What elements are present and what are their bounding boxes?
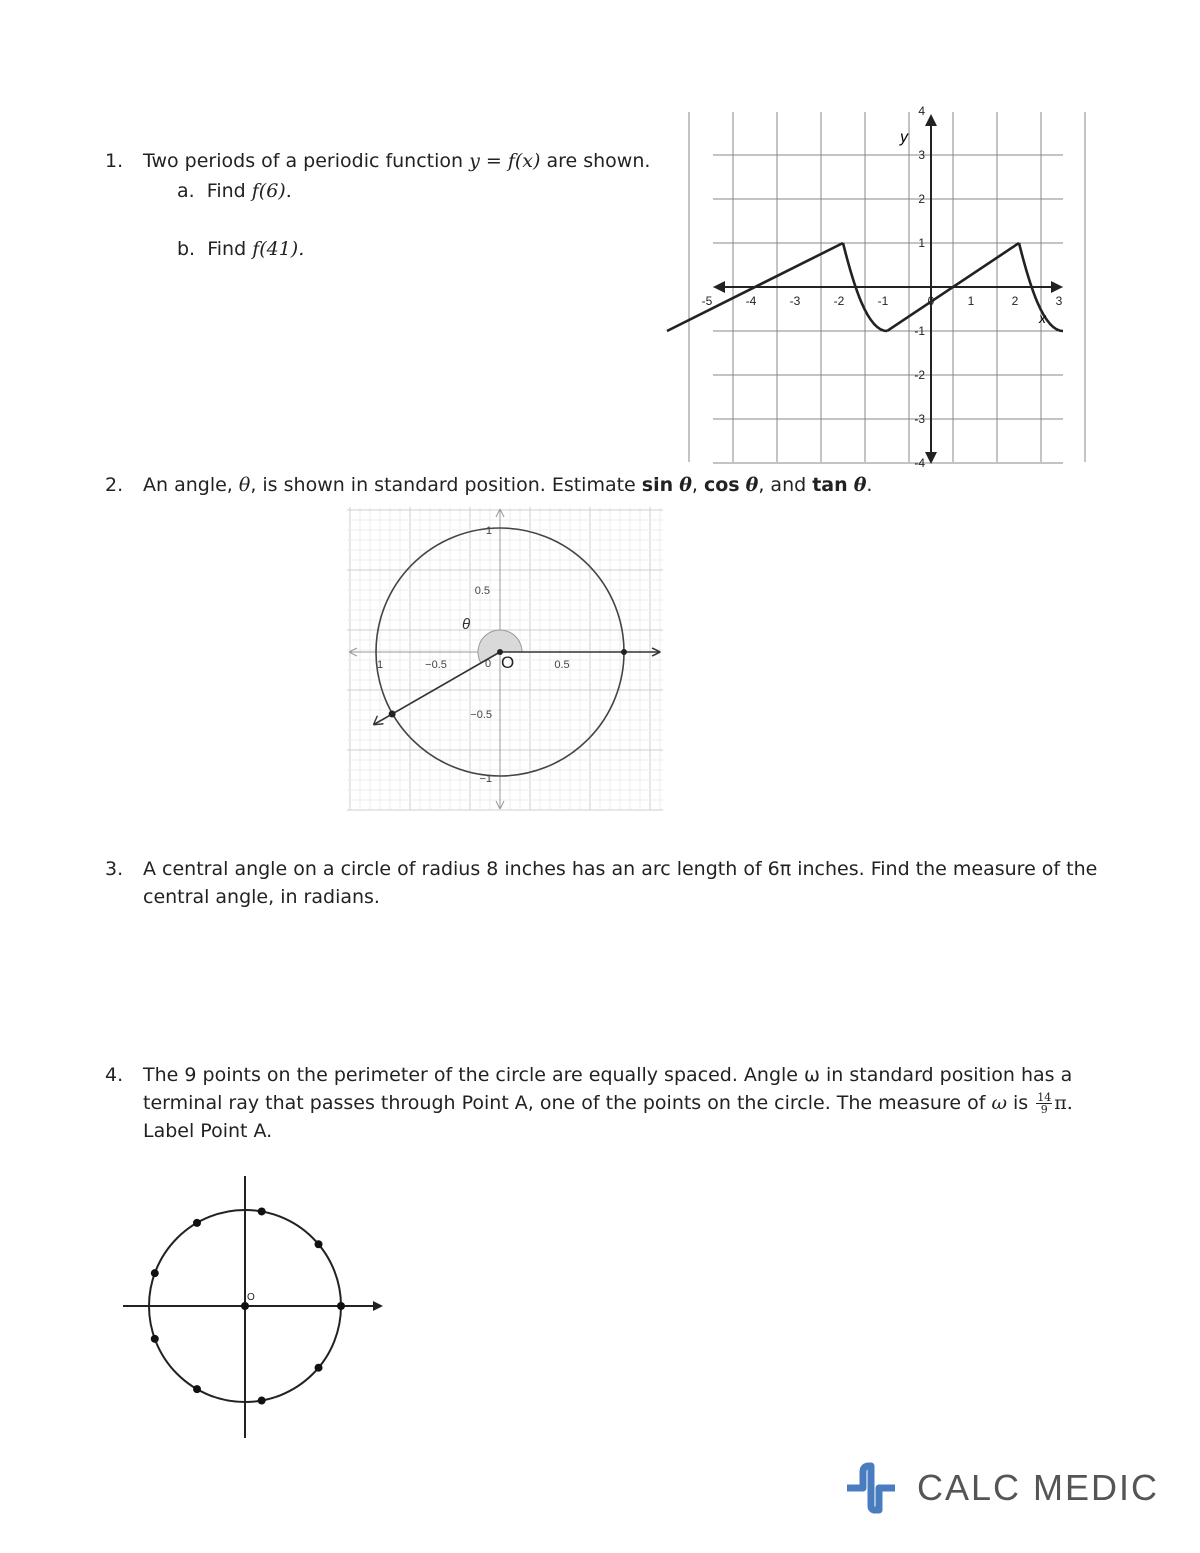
y-tick-label: 3 <box>918 148 925 162</box>
x-axis-arrow-left <box>713 281 725 293</box>
tick-label: 1 <box>376 659 384 671</box>
graph-tick-labels <box>377 525 570 785</box>
y-axis-arrow-down <box>925 452 937 464</box>
fraction: $\frac{14}{9}$ <box>1037 1091 1052 1116</box>
unit-circle-graph <box>345 505 665 815</box>
logo-icon <box>845 1462 897 1514</box>
x-tick-label: 2 <box>1011 294 1019 308</box>
question-number: 4. <box>105 1064 124 1086</box>
question-3 <box>105 855 1115 915</box>
x-tick-label: -1 <box>877 294 889 308</box>
question-number: 2. <box>105 474 124 496</box>
tick-label: 0.5 <box>554 659 570 671</box>
x-tick-label: -5 <box>701 294 713 308</box>
x-tick-label: 3 <box>1055 294 1063 308</box>
perimeter-point <box>193 1219 201 1227</box>
zero-label: 0 <box>485 658 492 670</box>
question-2 <box>105 471 1105 501</box>
x-axis-label: x <box>1039 310 1046 326</box>
question-number: 1. <box>105 150 124 172</box>
tick-label: 1 <box>485 525 492 537</box>
origin-point <box>241 1302 249 1310</box>
x-axis-arrow-right <box>1051 281 1063 293</box>
y-tick-label: 4 <box>918 104 925 118</box>
tick-label: −0.5 <box>470 709 492 721</box>
graph-axes <box>713 114 1063 464</box>
x-tick-label: -2 <box>833 294 845 308</box>
y-axis-arrow-up <box>925 114 937 126</box>
x-tick-label: 1 <box>967 294 975 308</box>
question-text: An angle, θ, is shown in standard position. Estimate sin θ, cos θ, and tan θ. <box>143 474 873 496</box>
logo-text: CALC MEDIC <box>917 1467 1160 1508</box>
y-tick-label: -3 <box>914 412 925 426</box>
terminal-point <box>389 711 396 718</box>
perimeter-point <box>315 1364 323 1372</box>
tick-label: −0.5 <box>425 659 447 671</box>
y-tick-label: -4 <box>914 456 925 470</box>
perimeter-point <box>258 1207 266 1215</box>
question-text: The 9 points on the perimeter of the circle are equally spaced. Angle ω in standard position has a terminal ray that passes through Point A, one of the points on the circle. The measure of ω is $\frac{14}{9}$ π. Label Point A. <box>143 1064 1073 1142</box>
question-text: A central angle on a circle of radius 8 inches has an arc length of 6π inches. Find the measure of the central angle, in radians. <box>143 858 1098 908</box>
tick-label: −1 <box>479 773 492 785</box>
x-tick-label: -3 <box>789 294 801 308</box>
x-axis-arrow <box>373 1301 383 1311</box>
x-tick-label: 0 <box>927 294 935 308</box>
question-number: 3. <box>105 858 124 880</box>
y-axis-label: y <box>900 129 908 146</box>
perimeter-point <box>151 1335 159 1343</box>
question-4 <box>105 1061 1115 1156</box>
perimeter-point <box>151 1269 159 1277</box>
function-expression: y = f(x) <box>469 150 541 172</box>
perimeter-point <box>193 1385 201 1393</box>
origin-label: O <box>247 1292 255 1303</box>
circle-diagram <box>123 1176 383 1438</box>
question-text: Two periods of a periodic function y = f(x) are shown. <box>143 150 651 172</box>
perimeter-point <box>337 1302 345 1310</box>
theta-label: θ <box>462 616 471 633</box>
part-a: a. Find f(6). <box>177 180 292 202</box>
tick-label: 0.5 <box>474 585 490 597</box>
initial-point <box>621 649 627 655</box>
y-tick-label: 1 <box>918 236 925 250</box>
y-tick-label: -2 <box>914 368 925 382</box>
nine-point-circle-graph <box>115 1170 395 1445</box>
y-tick-label: -1 <box>914 324 925 338</box>
y-tick-label: 2 <box>918 192 925 206</box>
perimeter-point <box>315 1240 323 1248</box>
periodic-function-graph <box>701 104 1070 470</box>
x-tick-label: -4 <box>745 294 757 308</box>
part-b: b. Find f(41). <box>177 238 305 260</box>
question-1 <box>105 147 705 277</box>
perimeter-point <box>258 1397 266 1405</box>
calc-medic-logo <box>845 1462 1159 1514</box>
origin-label: O <box>501 653 515 672</box>
